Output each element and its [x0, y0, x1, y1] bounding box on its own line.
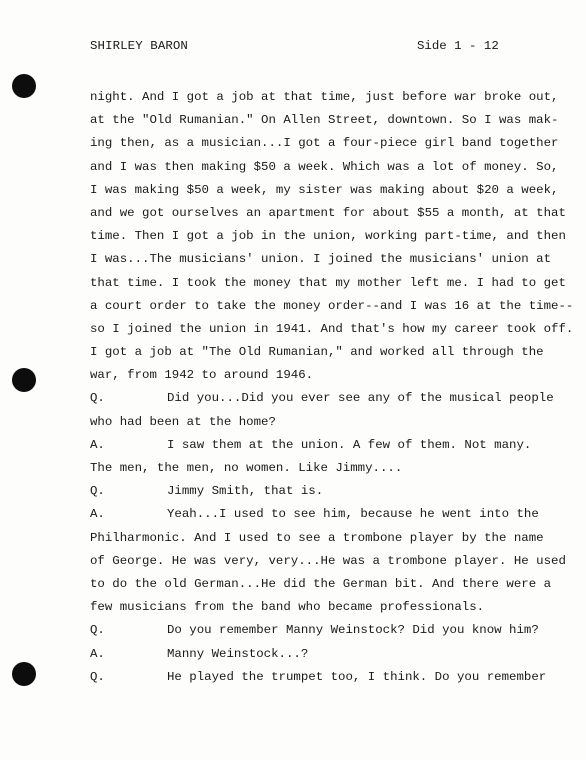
transcript-line	[90, 666, 550, 689]
transcript-line	[90, 527, 550, 550]
speaker-label: Q.	[90, 484, 105, 499]
binder-hole-top	[12, 74, 36, 98]
line-text: and I was then making $50 a week. Which was a lot of money. So,	[90, 159, 559, 174]
transcript-line	[90, 643, 550, 666]
transcript-line	[90, 318, 574, 341]
line-text: Manny Weinstock...?	[167, 646, 309, 661]
line-text: Did you...Did you ever see any of the musical people	[167, 391, 554, 406]
transcript-line	[90, 364, 550, 387]
transcript-line	[90, 272, 566, 295]
transcript-line	[90, 387, 554, 410]
transcript-line	[90, 619, 550, 642]
binder-hole-middle	[12, 368, 36, 392]
speaker-label: Q.	[90, 391, 105, 406]
line-text: I was...The musicians' union. I joined the musicians' union at	[90, 252, 552, 267]
line-text: of George. He was very, very...He was a trombone player. He used	[90, 553, 566, 568]
line-text: so I joined the union in 1941. And that's how my career took off.	[90, 321, 574, 336]
line-text: to do the old German...He did the German bit. And there were a	[90, 576, 552, 591]
speaker-label: A.	[90, 437, 105, 452]
line-text: at the "Old Rumanian." On Allen Street, downtown. So I was mak-	[90, 113, 559, 128]
line-text: I got a job at "The Old Rumanian," and worked all through the	[90, 345, 544, 360]
line-text: few musicians from the band who became professionals.	[90, 600, 485, 615]
transcript-line	[90, 109, 559, 132]
line-text: ing then, as a musician...I got a four-piece girl band together	[90, 136, 559, 151]
line-text: Philharmonic. And I used to see a trombone player by the name	[90, 530, 544, 545]
line-text: who had been at the home?	[90, 414, 276, 429]
line-text: Do you remember Manny Weinstock? Did you know him?	[167, 623, 539, 638]
transcript-line	[90, 411, 550, 434]
transcript-line	[90, 341, 550, 364]
line-text: Jimmy Smith, that is.	[167, 484, 324, 499]
line-text: I saw them at the union. A few of them. Not many.	[167, 437, 532, 452]
header-page-reference: Side 1 - 12	[417, 39, 499, 53]
transcript-line	[90, 573, 550, 596]
transcript-body	[90, 86, 574, 689]
transcript-line	[90, 434, 550, 457]
transcript-line	[90, 457, 550, 480]
speaker-label: Q.	[90, 623, 105, 638]
header-interviewee-name: SHIRLEY BARON	[90, 39, 188, 53]
transcript-line	[90, 248, 550, 271]
line-text: and we got ourselves an apartment for about $55 a month, at that	[90, 205, 566, 220]
speaker-label: A.	[90, 507, 105, 522]
binder-hole-bottom	[12, 662, 36, 686]
line-text: war, from 1942 to around 1946.	[90, 368, 314, 383]
line-text: Yeah...I used to see him, because he went into the	[167, 507, 539, 522]
line-text: The men, the men, no women. Like Jimmy....	[90, 461, 403, 475]
transcript-line	[90, 225, 566, 248]
transcript-line	[90, 480, 550, 503]
line-text: I was making $50 a week, my sister was making about $20 a week,	[90, 182, 559, 197]
speaker-label: A.	[90, 646, 105, 661]
line-text: He played the trumpet too, I think. Do you remember	[167, 669, 547, 684]
speaker-label: Q.	[90, 669, 105, 684]
transcript-line	[90, 550, 566, 573]
transcript-line	[90, 86, 559, 109]
transcript-line	[90, 179, 559, 202]
transcript-line	[90, 503, 550, 526]
line-text: that time. I took the money that my mother left me. I had to get	[90, 275, 566, 290]
line-text: a court order to take the money order--and I was 16 at the time--	[90, 298, 574, 313]
transcript-line	[90, 295, 574, 318]
line-text: time. Then I got a job in the union, working part-time, and then	[90, 229, 566, 244]
transcript-line	[90, 156, 559, 179]
line-text: night. And I got a job at that time, just before war broke out,	[90, 90, 559, 104]
transcript-line	[90, 202, 566, 225]
transcript-line	[90, 132, 559, 155]
transcript-line	[90, 596, 550, 619]
